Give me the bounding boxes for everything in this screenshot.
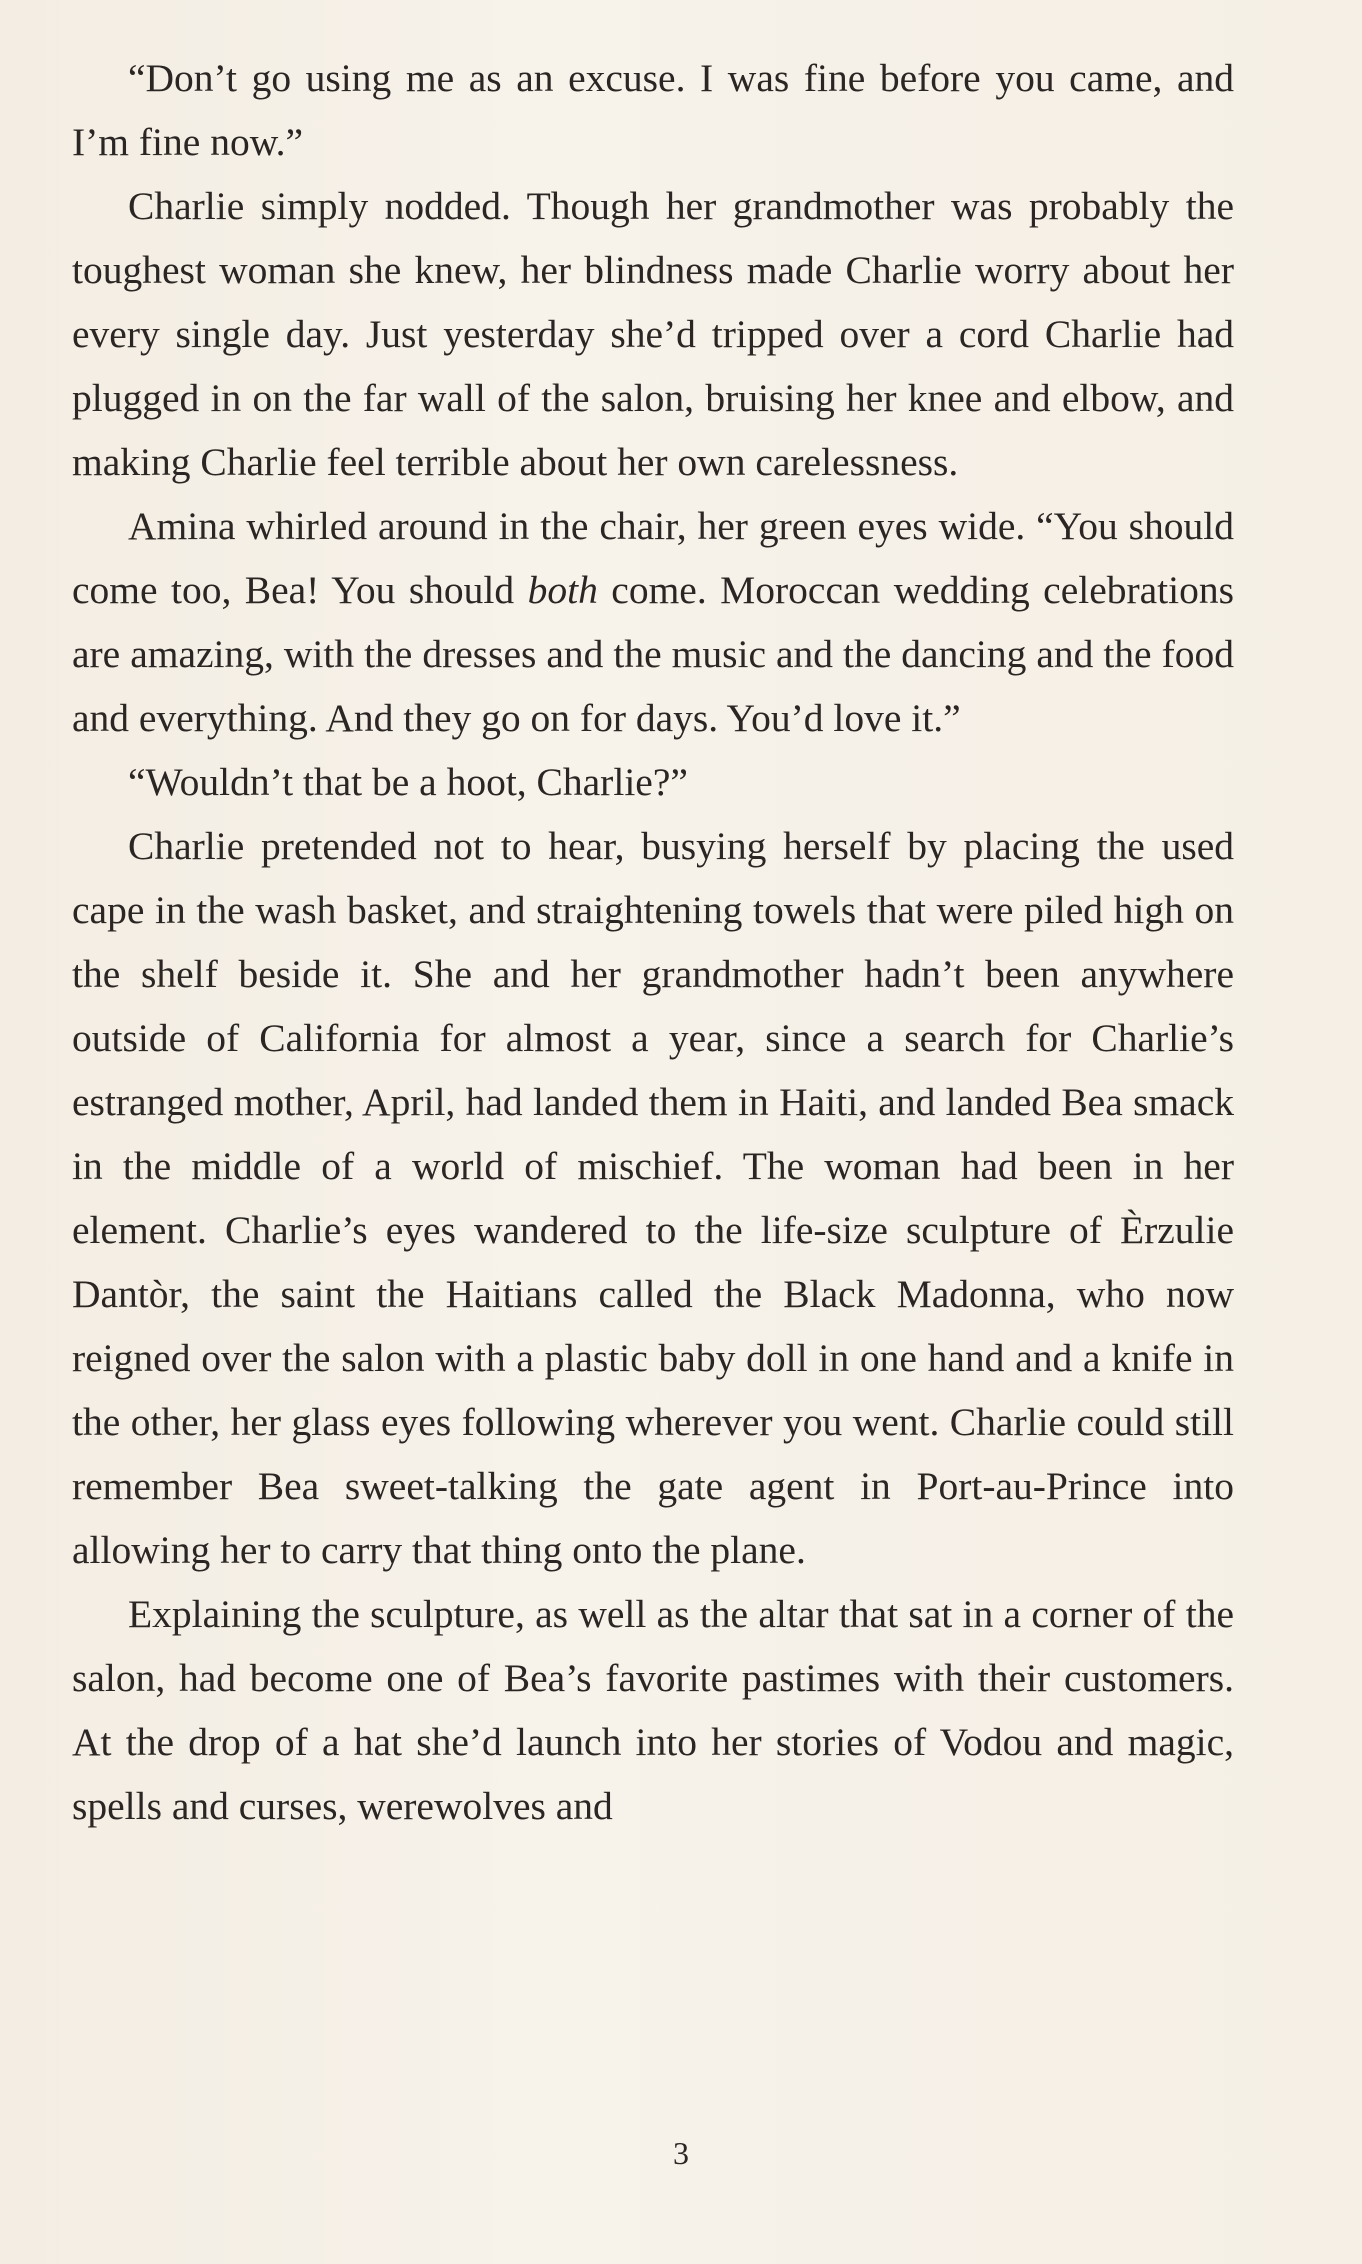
paragraph-3-emphasis: both bbox=[527, 568, 598, 612]
paragraph-3 bbox=[72, 494, 1234, 750]
page-number: 3 bbox=[673, 2135, 689, 2171]
paragraph-2: Charlie simply nodded. Though her grandmother was probably the toughest woman she knew, her blindness made Charlie worry about her every single day. Just yesterday she’d tripped over a cord Charlie had plugged in on the far wall of the salon, bruising her knee and elbow, and making Charlie feel terrible about her own carelessness. bbox=[72, 184, 1234, 484]
paragraph-4: “Wouldn’t that be a hoot, Charlie?” bbox=[128, 760, 688, 804]
paragraph-6: Explaining the sculpture, as well as the altar that sat in a corner of the salon, had become one of Bea’s favorite pastimes with their customers. At the drop of a hat she’d launch into her stories of Vodou and magic, spells and curses, werewolves and bbox=[72, 1592, 1234, 1828]
paragraph-3-before: Amina whirled around in the chair, her green eyes wide. “You should come too, Bea! You should bbox=[72, 504, 1234, 612]
paragraph-3-after: come. Moroccan wedding celebrations are amazing, with the dresses and the music and the dancing and the food and everything. And they go on for days. You’d love it.” bbox=[72, 568, 1234, 740]
paragraph-5: Charlie pretended not to hear, busying herself by placing the used cape in the wash basket, and straightening towels that were piled high on the shelf beside it. She and her grandmother hadn’t been anywhere outside of California for almost a year, since a search for Charlie’s estranged mother, April, had landed them in Haiti, and landed Bea smack in the middle of a world of mischief. The woman had been in her element. Charlie’s eyes wandered to the life-size sculpture of Èrzulie Dantòr, the saint the Haitians called the Black Madonna, who now reigned over the salon with a plastic baby doll in one hand and a knife in the other, her glass eyes following wherever you went. Charlie could still remember Bea sweet-talking the gate agent in Port-au-Prince into allowing her to carry that thing onto the plane. bbox=[72, 824, 1234, 1572]
paragraph-1: “Don’t go using me as an excuse. I was fine before you came, and I’m fine now.” bbox=[72, 56, 1234, 164]
body-text bbox=[72, 46, 1234, 1838]
